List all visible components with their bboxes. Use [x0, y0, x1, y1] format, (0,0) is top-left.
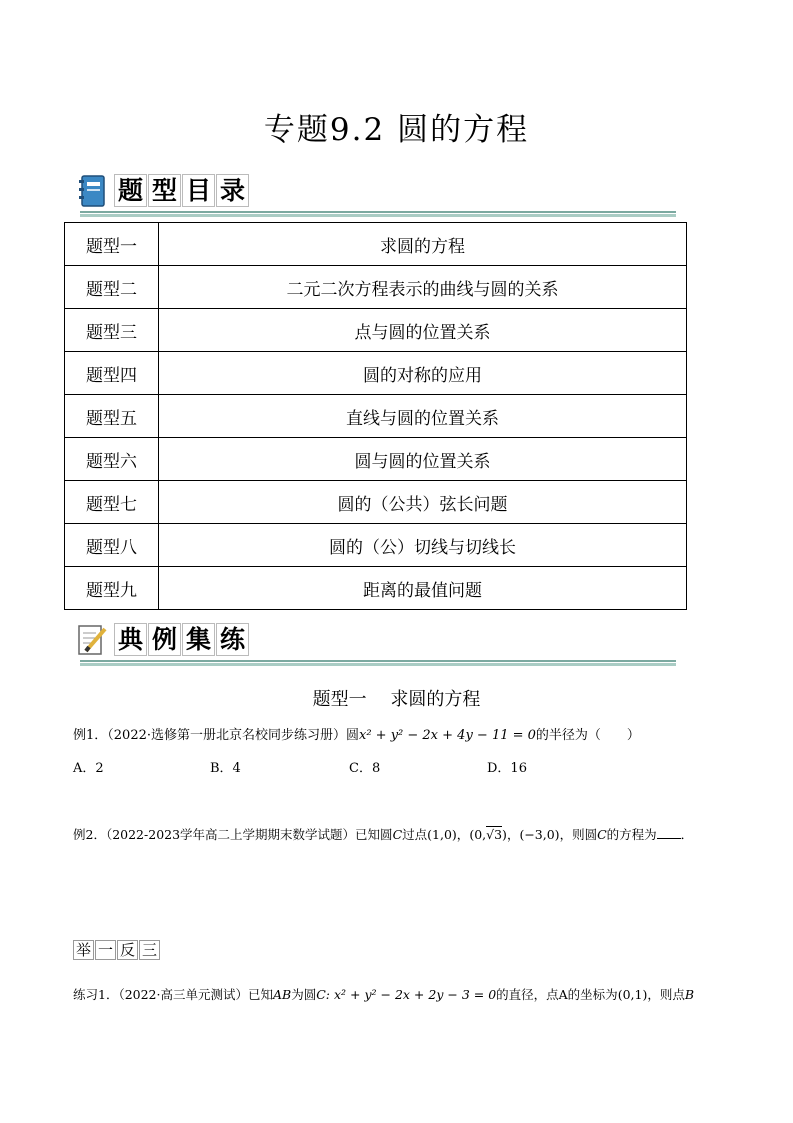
table-row [65, 567, 687, 610]
pen-paper-icon [76, 623, 108, 657]
toc-label: 题型八 [65, 524, 159, 567]
table-row [65, 438, 687, 481]
practice-banner [73, 940, 161, 960]
option-a: A．2 [73, 761, 104, 776]
table-row [65, 309, 687, 352]
banner-char: 题 [114, 174, 147, 207]
banner-divider [80, 211, 676, 213]
toc-label: 题型一 [65, 223, 159, 266]
table-row [65, 481, 687, 524]
banner-char: 例 [148, 623, 181, 656]
banner-char: 录 [216, 174, 249, 207]
toc-topic: 二元二次方程表示的曲线与圆的关系 [159, 266, 687, 309]
toc-topic: 距离的最值问题 [159, 567, 687, 610]
toc-banner [76, 172, 676, 216]
equation: C: x² + y² − 2x + 2y − 3 = 0 [316, 987, 497, 1002]
point: (0,1) [617, 987, 648, 1002]
table-row [65, 524, 687, 567]
option-d: D．16 [487, 761, 527, 776]
question-suffix: 的方程为 [606, 827, 657, 842]
point-close: ) [502, 827, 507, 842]
section-heading: 题型一 求圆的方程 [312, 689, 481, 710]
banner-char: 型 [148, 174, 181, 207]
practice-1 [73, 985, 694, 1003]
example-1 [73, 724, 640, 743]
point-open: (0, [469, 827, 487, 842]
question-prefix: 例1．（2022·选修第一册北京名校同步练习册）圆 [73, 728, 359, 743]
banner-char: 一 [95, 940, 116, 960]
toc-label: 题型四 [65, 352, 159, 395]
table-row [65, 352, 687, 395]
toc-table [64, 222, 687, 610]
banner-divider-shadow [80, 663, 676, 666]
option-b: B．4 [210, 761, 241, 776]
separator: ， [506, 827, 520, 842]
sqrt-value: √3 [486, 827, 503, 842]
toc-label: 题型九 [65, 567, 159, 610]
equation: x² + y² − 2x + 4y − 11 = 0 [359, 728, 536, 743]
answer-blank [657, 838, 681, 839]
toc-topic: 圆的（公共）弦长问题 [159, 481, 687, 524]
segment-name: AB [273, 987, 292, 1002]
notebook-icon [76, 174, 108, 208]
toc-topic: 直线与圆的位置关系 [159, 395, 687, 438]
toc-label: 题型七 [65, 481, 159, 524]
question-prefix: 例2．（2022-2023学年高二上学期期末数学试题）已知圆 [73, 827, 393, 842]
question-text: 为圆 [291, 987, 317, 1002]
circle-name: C [392, 827, 403, 842]
banner-char: 举 [73, 940, 94, 960]
question-prefix: 练习1．（2022·高三单元测试）已知 [73, 987, 273, 1002]
toc-topic: 求圆的方程 [159, 223, 687, 266]
toc-topic: 圆与圆的位置关系 [159, 438, 687, 481]
toc-label: 题型五 [65, 395, 159, 438]
question-text: ，则点 [647, 987, 685, 1002]
example-2 [73, 825, 693, 843]
toc-topic: 点与圆的位置关系 [159, 309, 687, 352]
point [469, 826, 507, 842]
point: (1,0) [427, 827, 457, 842]
toc-topic: 圆的（公）切线与切线长 [159, 524, 687, 567]
banner-divider-shadow [80, 214, 676, 217]
banner-divider [80, 660, 676, 662]
toc-label: 题型三 [65, 309, 159, 352]
option-c: C．8 [349, 761, 381, 776]
table-row [65, 395, 687, 438]
question-text: 过点 [402, 827, 428, 842]
toc-label: 题型二 [65, 266, 159, 309]
banner-char: 反 [117, 940, 138, 960]
question-text: ，则圆 [559, 827, 598, 842]
circle-name: C [597, 827, 607, 842]
banner-char: 典 [114, 623, 147, 656]
point: (−3,0) [519, 827, 560, 842]
toc-label: 题型六 [65, 438, 159, 481]
table-row [65, 266, 687, 309]
toc-topic: 圆的对称的应用 [159, 352, 687, 395]
examples-banner [76, 621, 676, 665]
point-name: B [684, 987, 695, 1002]
banner-char: 练 [216, 623, 249, 656]
question-suffix: 的半径为（ ） [535, 728, 640, 743]
banner-char: 三 [139, 940, 160, 960]
banner-char: 目 [182, 174, 215, 207]
banner-char: 集 [182, 623, 215, 656]
separator: ， [456, 827, 470, 842]
question-text: 的直径，点A的坐标为 [496, 987, 618, 1002]
question-end: ． [680, 827, 694, 842]
page-title: 专题9.2 圆的方程 [263, 112, 530, 148]
table-row [65, 223, 687, 266]
